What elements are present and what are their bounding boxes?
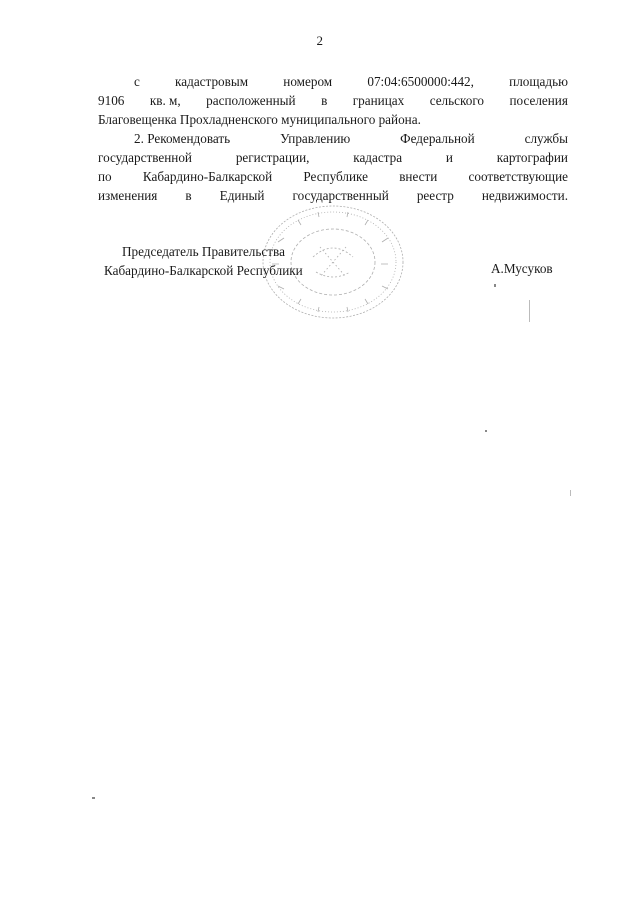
word: Кабардино-Балкарской [142,169,273,184]
paragraph-2-line-2 [98,148,568,167]
word: 07:04:6500000:442, [367,74,474,89]
word: сельского [429,93,485,108]
word: кв. м, [149,93,181,108]
word: Управлению [280,131,351,146]
paragraph-2-line-3 [98,167,568,186]
word: реестр [416,188,454,203]
word: внести [399,169,438,184]
word: границах [352,93,405,108]
word: службы [524,131,568,146]
word: площадью [509,74,568,89]
word: по [98,169,112,184]
scan-speck [494,284,496,287]
signatory-name: А.Мусуков [491,261,553,276]
word: недвижимости. [481,188,568,203]
word: в [321,93,328,108]
page-number: 2 [316,33,324,48]
scan-speck [570,490,571,496]
scan-speck [485,430,487,432]
word: Единый [219,188,265,203]
word: и [445,150,453,165]
word: кадастра [353,150,403,165]
word: регистрации, [235,150,310,165]
word: Федеральной [400,131,475,146]
word: 2. Рекомендовать [134,131,231,146]
word: 9106 [98,93,125,108]
word: Республике [303,169,368,184]
word: кадастровым [175,74,249,89]
word: изменения [98,188,158,203]
signature-title-line-1: Председатель Правительства [122,244,285,259]
scan-speck [529,300,530,322]
signature-title-line-2: Кабардино-Балкарской Республики [104,263,303,278]
paragraph-1-line-2 [98,91,568,110]
paragraph-1 [98,72,568,129]
word: картографии [496,150,568,165]
word: с [134,74,140,89]
word: государственной [98,150,192,165]
word: соответствующие [468,169,568,184]
paragraph-1-line-1 [98,72,568,91]
word: поселения [509,93,568,108]
word: Благовещенка Прохладненского муниципального района. [98,112,421,127]
word: расположенный [206,93,296,108]
word: государственный [292,188,389,203]
signature-title [104,242,303,280]
word: в [185,188,192,203]
paragraph-2-line-1 [98,129,568,148]
scan-speck [92,797,95,799]
paragraph-2 [98,129,568,205]
paragraph-1-line-3 [98,110,568,129]
word: номером [283,74,333,89]
